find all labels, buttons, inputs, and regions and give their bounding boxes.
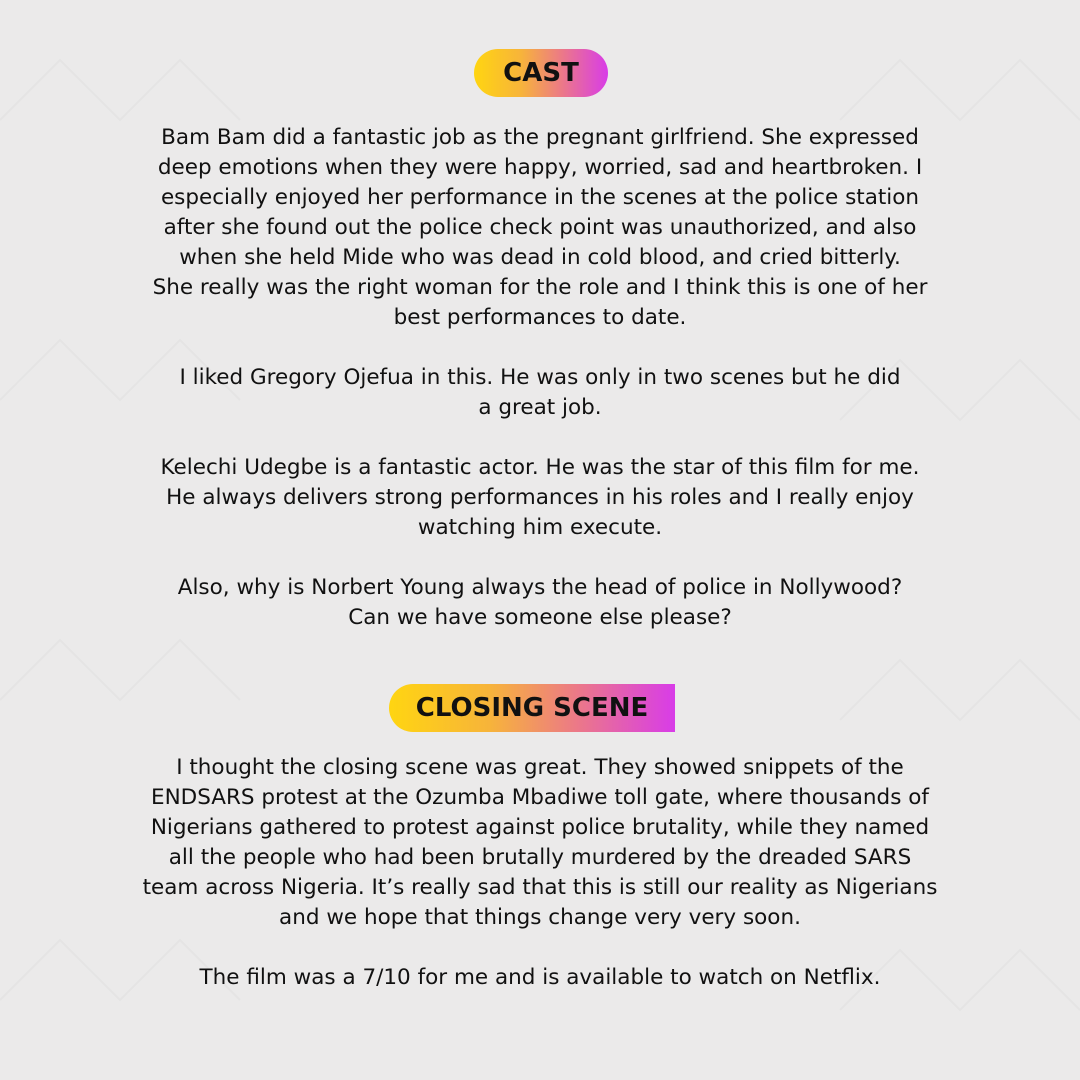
cast-paragraph-bambam: [90, 123, 990, 333]
text-line: ENDSARS protest at the Ozumba Mbadiwe toll gate, where thousands of: [151, 785, 929, 810]
text-line: a great job.: [478, 395, 602, 420]
text-line: deep emotions when they were happy, worried, sad and heartbroken. I: [157, 155, 923, 180]
cast-paragraph-kelechi: [90, 453, 990, 543]
closing-scene-paragraph: [90, 753, 990, 933]
text-line: Kelechi Udegbe is a fantastic actor. He was the star of this film for me.: [160, 455, 920, 480]
cast-heading-badge: [474, 49, 608, 97]
text-line: Can we have someone else please?: [348, 605, 732, 630]
text-line: team across Nigeria. It’s really sad that this is still our reality as Nigerians: [142, 875, 938, 900]
text-line: best performances to date.: [393, 305, 687, 330]
text-line: Nigerians gathered to protest against police brutality, while they named: [150, 815, 930, 840]
cast-paragraph-norbert: [90, 573, 990, 633]
cast-heading: CAST: [503, 58, 579, 88]
text-line: Also, why is Norbert Young always the head of police in Nollywood?: [177, 575, 903, 600]
cast-paragraph-gregory: [90, 363, 990, 423]
closing-scene-heading: CLOSING SCENE: [415, 693, 649, 723]
text-line: She really was the right woman for the role and I think this is one of her: [152, 275, 928, 300]
text-line: Bam Bam did a fantastic job as the pregnant girlfriend. She expressed: [161, 125, 919, 150]
text-line: I liked Gregory Ojefua in this. He was only in two scenes but he did: [179, 365, 901, 390]
text-line: watching him execute.: [417, 515, 663, 540]
text-line: He always delivers strong performances in his roles and I really enjoy: [166, 485, 914, 510]
text-line: after she found out the police check point was unauthorized, and also: [163, 215, 917, 240]
text-line: especially enjoyed her performance in the scenes at the police station: [160, 185, 920, 210]
text-line: The film was a 7/10 for me and is available to watch on Netflix.: [199, 965, 881, 990]
text-line: when she held Mide who was dead in cold blood, and cried bitterly.: [179, 245, 901, 270]
text-line: and we hope that things change very very soon.: [279, 905, 801, 930]
closing-scene-heading-badge: [389, 684, 675, 732]
verdict-paragraph: [90, 963, 990, 993]
text-line: all the people who had been brutally murdered by the dreaded SARS: [168, 845, 912, 870]
text-line: I thought the closing scene was great. They showed snippets of the: [176, 755, 904, 780]
